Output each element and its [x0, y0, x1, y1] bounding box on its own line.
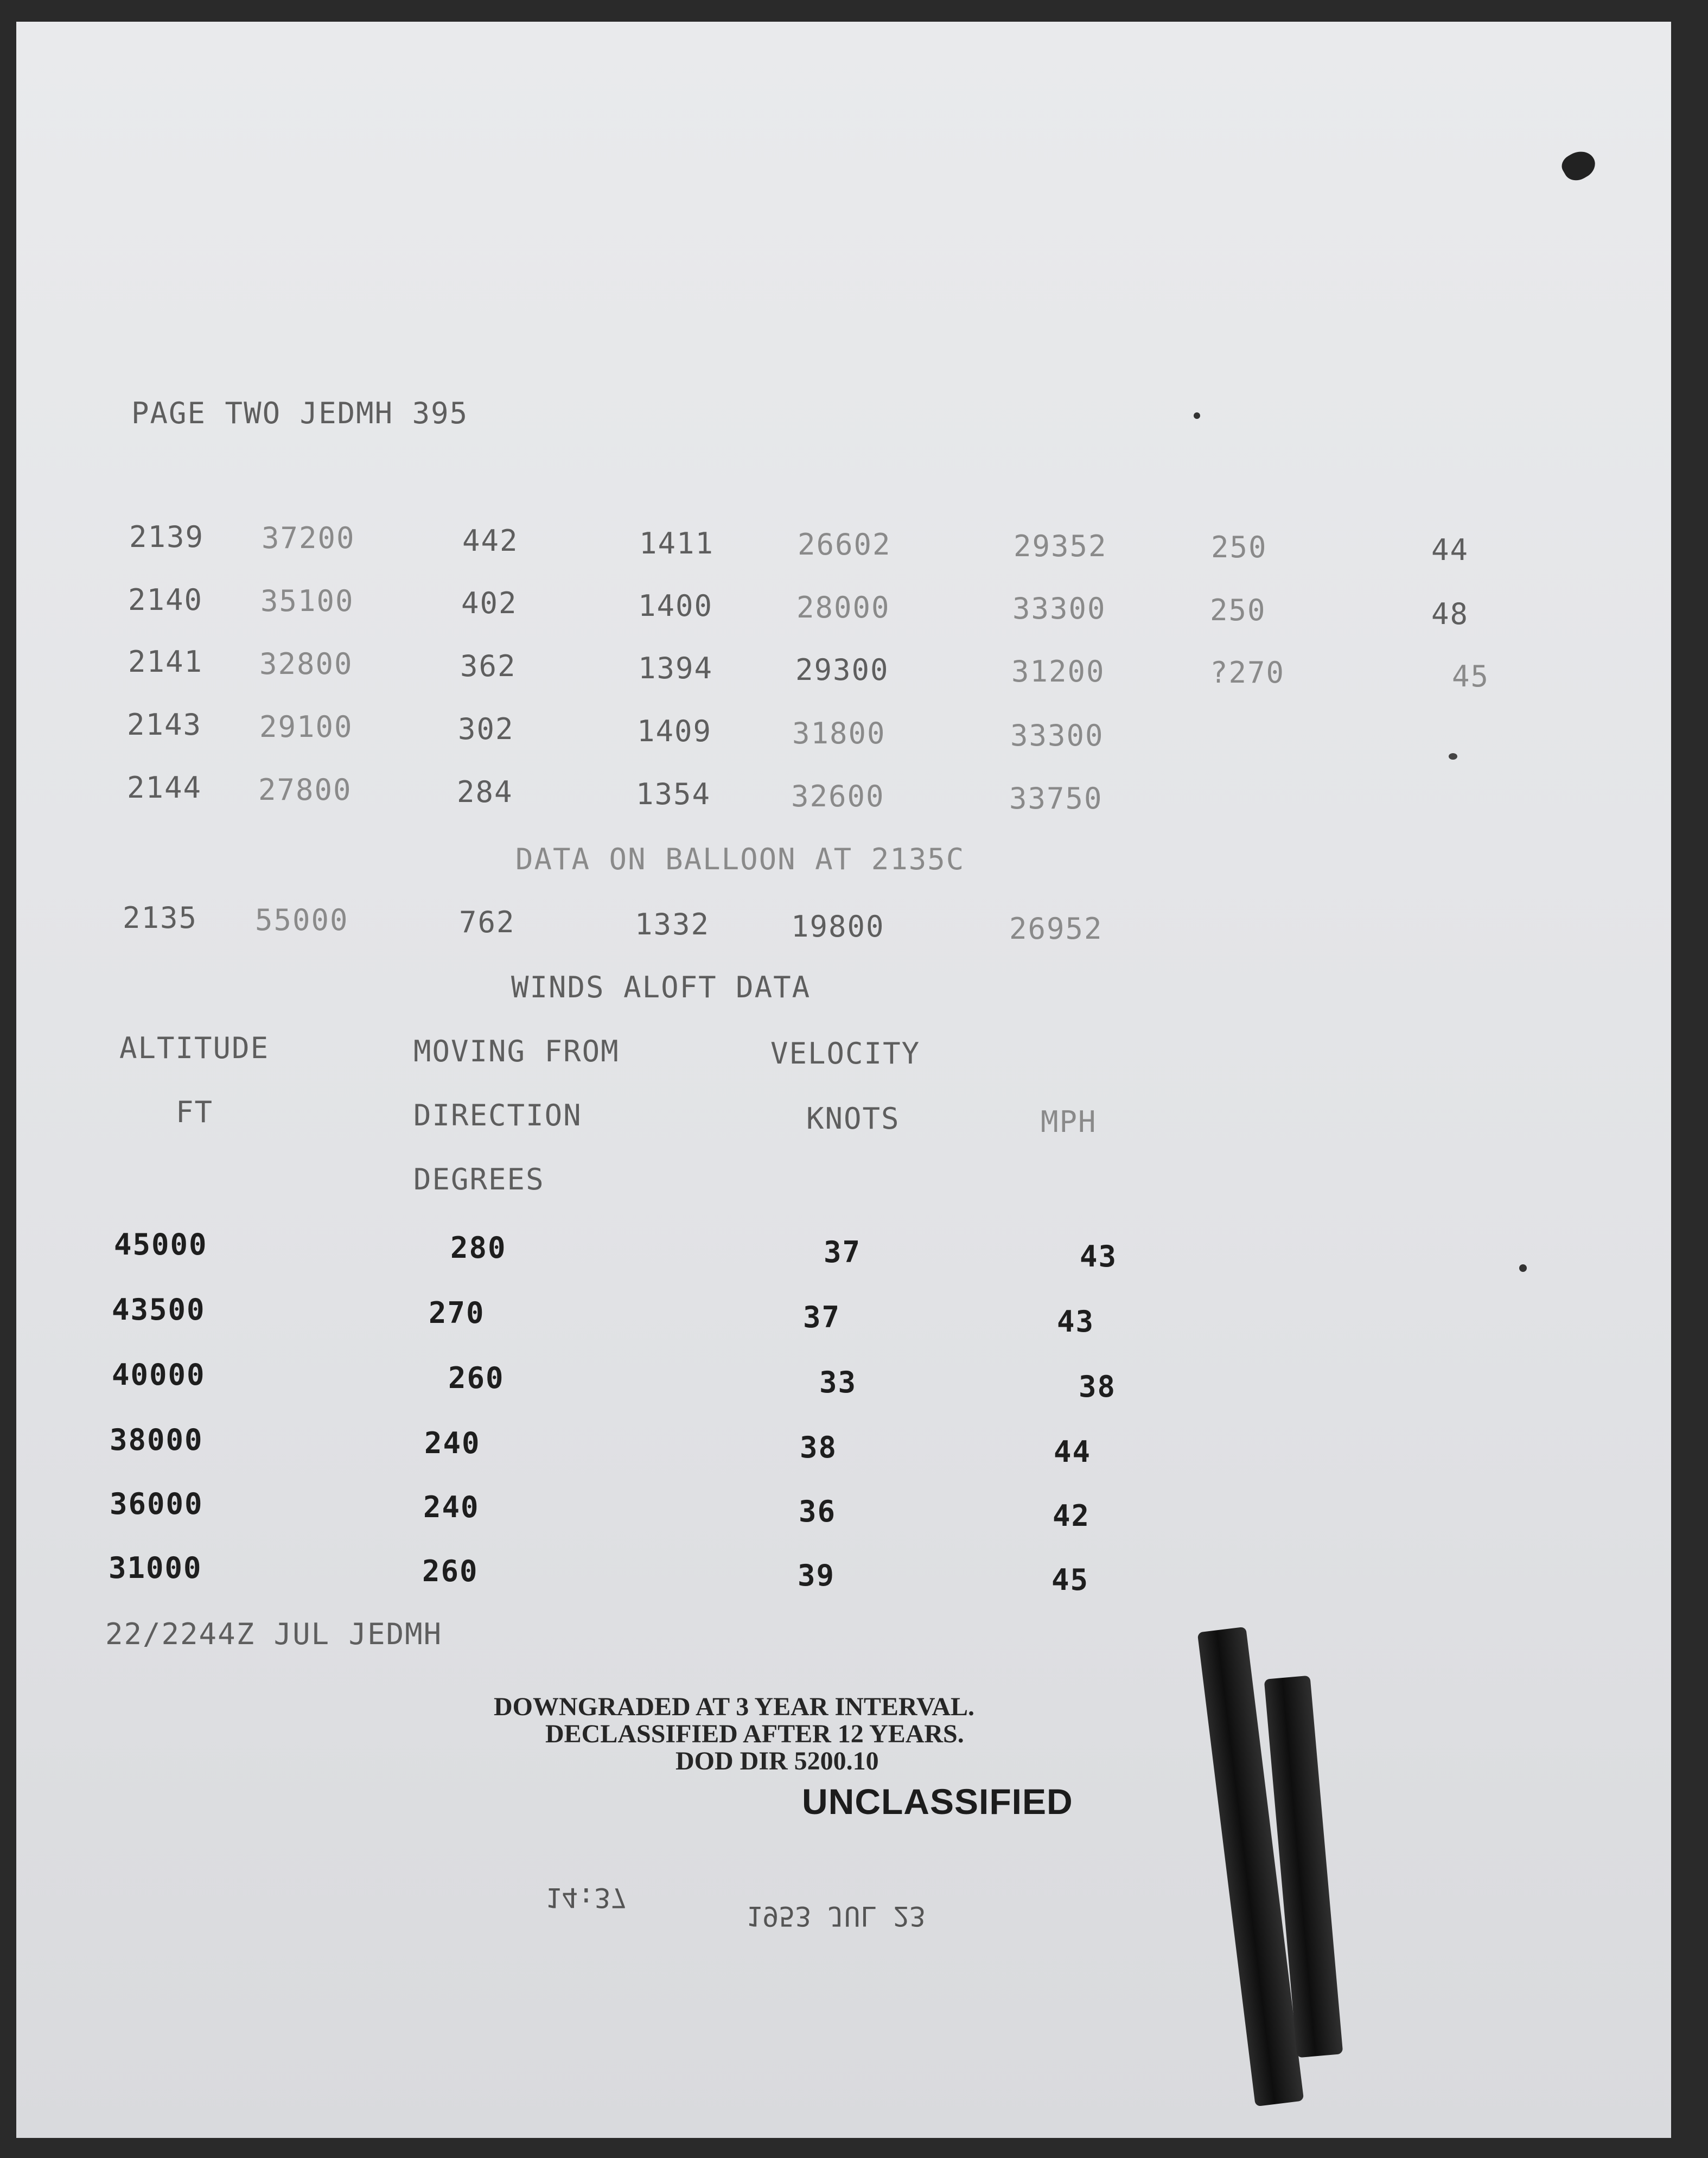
header-degrees: DEGREES [413, 1162, 545, 1196]
cell: 762 [459, 905, 515, 939]
cell: 29352 [1014, 529, 1107, 563]
cell: 45 [1051, 1563, 1089, 1597]
cell: 40000 [112, 1358, 206, 1392]
cell: 31000 [109, 1551, 202, 1585]
cell: 1409 [637, 714, 712, 748]
classification-marking: UNCLASSIFIED [802, 1781, 1073, 1822]
cell: 39 [798, 1558, 836, 1593]
cell: 43 [1057, 1304, 1095, 1339]
cell: 280 [450, 1231, 507, 1265]
cell: 26952 [1009, 912, 1103, 946]
page-header: PAGE TWO JEDMH 395 [131, 396, 469, 430]
ink-dot [1519, 1264, 1527, 1272]
cell: ?270 [1210, 655, 1285, 690]
cell: 29300 [795, 653, 889, 687]
cell: 2140 [128, 583, 203, 617]
message-footer: 22/2244Z JUL JEDMH [105, 1617, 443, 1651]
cell: 302 [458, 712, 514, 746]
cell: 44 [1054, 1435, 1092, 1469]
cell: 43 [1080, 1239, 1118, 1274]
cell: 442 [462, 524, 519, 558]
stamp-date: 1953 JUL 23 [746, 1900, 926, 1932]
cell: 1332 [635, 907, 710, 941]
cell: 250 [1210, 593, 1266, 627]
header-velocity: VELOCITY [770, 1036, 921, 1071]
cell: 36 [799, 1494, 837, 1529]
cell: 2139 [129, 520, 205, 554]
cell: 29100 [259, 710, 353, 744]
cell: 45000 [114, 1227, 208, 1262]
cell: 26602 [798, 527, 891, 562]
cell: 240 [423, 1490, 480, 1524]
ink-dot [1194, 412, 1200, 419]
cell: 1354 [636, 777, 711, 811]
cell: 2143 [127, 708, 202, 742]
cell: 284 [457, 775, 513, 809]
cell: 260 [422, 1554, 479, 1588]
cell: 1411 [639, 526, 715, 561]
cell: 37 [824, 1235, 862, 1269]
cell: 37200 [262, 521, 355, 555]
cell: 38 [1079, 1370, 1117, 1404]
cell: 48 [1431, 597, 1469, 631]
header-altitude: ALTITUDE [119, 1031, 270, 1065]
header-knots: KNOTS [806, 1102, 900, 1136]
cell: 38000 [110, 1423, 203, 1457]
document-page [16, 22, 1671, 2138]
cell: 31200 [1011, 654, 1105, 689]
cell: 38 [800, 1430, 838, 1465]
cell: 362 [460, 649, 517, 683]
ink-smudge [1558, 145, 1600, 185]
cell: 42 [1053, 1499, 1091, 1533]
cell: 33300 [1010, 718, 1104, 753]
stamp-line-1: DOWNGRADED AT 3 YEAR INTERVAL. [494, 1692, 975, 1721]
cell: 43500 [112, 1293, 206, 1327]
cell: 33750 [1009, 781, 1103, 816]
cell: 2144 [127, 771, 202, 805]
stamp-line-3: DOD DIR 5200.10 [675, 1747, 879, 1775]
cell: 32800 [259, 647, 353, 681]
balloon-title: DATA ON BALLOON AT 2135C [515, 842, 965, 876]
cell: 55000 [255, 903, 349, 937]
stamp-line-2: DECLASSIFIED AFTER 12 YEARS. [545, 1720, 964, 1748]
cell: 33 [819, 1365, 857, 1399]
cell: 33300 [1012, 591, 1106, 626]
header-mph: MPH [1041, 1105, 1097, 1139]
cell: 19800 [791, 909, 885, 944]
cell: 44 [1431, 533, 1469, 567]
cell: 2141 [128, 645, 203, 679]
header-ft: FT [176, 1095, 214, 1129]
header-direction: DIRECTION [413, 1098, 582, 1132]
cell: 270 [429, 1296, 485, 1330]
cell: 31800 [792, 716, 886, 750]
winds-title: WINDS ALOFT DATA [511, 970, 811, 1004]
cell: 260 [448, 1361, 505, 1395]
cell: 35100 [260, 584, 354, 618]
cell: 27800 [258, 773, 352, 807]
cell: 37 [803, 1300, 841, 1334]
cell: 240 [424, 1426, 481, 1460]
cell: 45 [1452, 659, 1490, 693]
cell: 250 [1211, 530, 1267, 564]
header-moving-from: MOVING FROM [413, 1034, 620, 1068]
cell: 402 [461, 586, 518, 620]
cell: 1394 [638, 651, 713, 685]
cell: 28000 [796, 590, 890, 625]
cell: 36000 [110, 1487, 203, 1521]
cell: 1400 [638, 589, 713, 623]
stamp-time: 14:37 [545, 1882, 627, 1913]
ink-dot [1449, 753, 1457, 760]
cell: 32600 [791, 779, 885, 813]
cell: 2135 [123, 901, 198, 935]
